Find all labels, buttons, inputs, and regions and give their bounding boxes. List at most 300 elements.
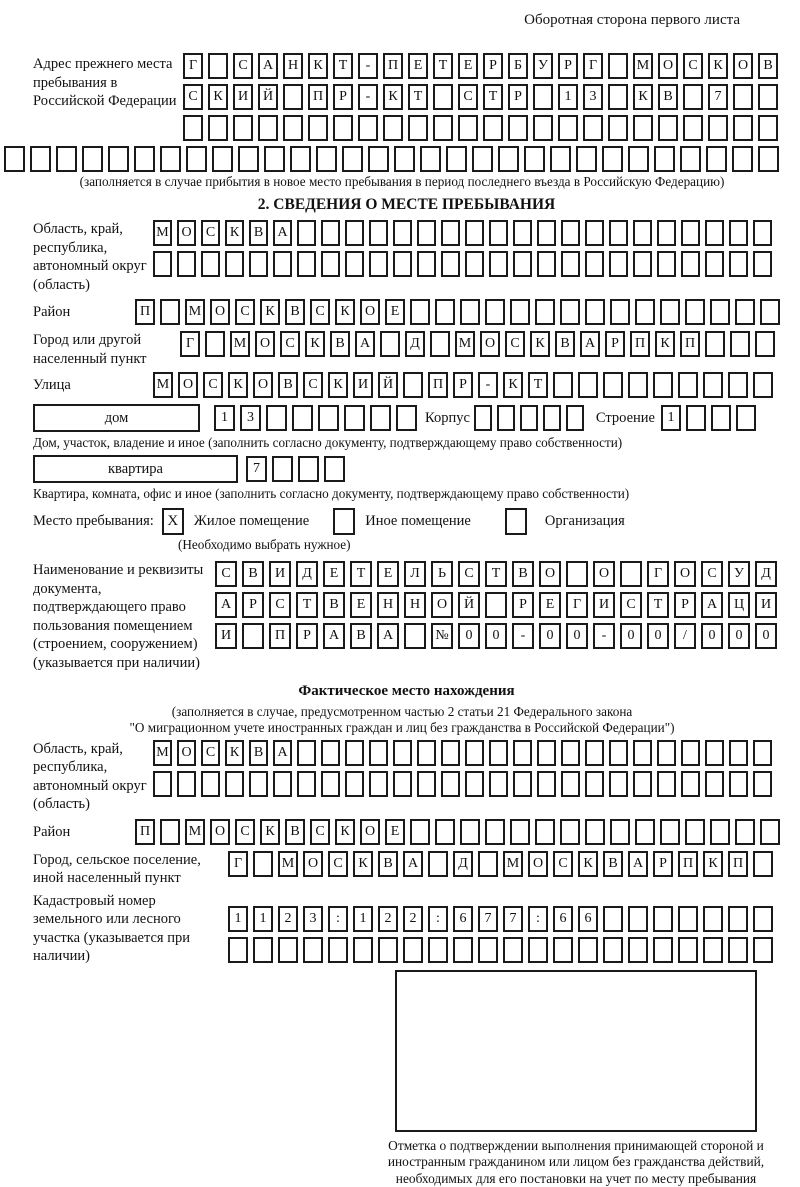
char-cell[interactable] [489,220,508,246]
char-cell[interactable] [485,299,505,325]
char-cell[interactable] [583,115,603,141]
char-cell[interactable] [369,740,388,766]
char-cell[interactable] [324,456,345,482]
char-cell[interactable]: Т [485,561,507,587]
char-cell[interactable] [298,456,319,482]
char-cell[interactable]: О [177,740,196,766]
char-cell[interactable] [283,84,303,110]
char-cell[interactable] [730,331,750,357]
char-cell[interactable] [729,220,748,246]
char-cell[interactable] [441,220,460,246]
char-cell[interactable] [654,146,675,172]
char-cell[interactable]: С [683,53,703,79]
char-cell[interactable]: О [360,819,380,845]
char-cell[interactable] [435,299,455,325]
char-cell[interactable]: Е [408,53,428,79]
char-cell[interactable] [628,937,648,963]
char-cell[interactable] [290,146,311,172]
char-cell[interactable] [513,771,532,797]
char-cell[interactable] [242,623,264,649]
char-cell[interactable] [608,84,628,110]
char-cell[interactable] [681,251,700,277]
char-cell[interactable]: Г [180,331,200,357]
char-cell[interactable] [428,937,448,963]
char-cell[interactable]: С [201,220,220,246]
char-cell[interactable]: О [255,331,275,357]
char-cell[interactable]: К [328,372,348,398]
char-cell[interactable] [380,331,400,357]
char-cell[interactable] [550,146,571,172]
char-cell[interactable] [208,53,228,79]
char-cell[interactable] [441,251,460,277]
char-cell[interactable] [681,220,700,246]
char-cell[interactable]: О [210,299,230,325]
char-cell[interactable] [297,251,316,277]
char-cell[interactable] [297,771,316,797]
char-cell[interactable] [417,740,436,766]
char-cell[interactable]: О [480,331,500,357]
char-cell[interactable] [633,740,652,766]
char-cell[interactable]: О [431,592,453,618]
char-cell[interactable]: И [593,592,615,618]
char-cell[interactable] [560,819,580,845]
char-cell[interactable]: 1 [353,906,373,932]
char-cell[interactable]: П [135,299,155,325]
char-cell[interactable] [208,115,228,141]
char-cell[interactable] [316,146,337,172]
char-cell[interactable] [560,299,580,325]
checkbox-residential[interactable]: X [162,508,184,535]
char-cell[interactable]: А [580,331,600,357]
char-cell[interactable]: У [728,561,750,587]
char-cell[interactable] [489,771,508,797]
char-cell[interactable] [729,740,748,766]
char-cell[interactable] [497,405,515,431]
char-cell[interactable]: Р [605,331,625,357]
char-cell[interactable] [153,771,172,797]
char-cell[interactable]: А [628,851,648,877]
char-cell[interactable]: К [208,84,228,110]
char-cell[interactable] [535,299,555,325]
char-cell[interactable]: / [674,623,696,649]
char-cell[interactable]: Т [408,84,428,110]
char-cell[interactable]: Р [453,372,473,398]
char-cell[interactable] [393,220,412,246]
char-cell[interactable] [561,220,580,246]
char-cell[interactable] [510,299,530,325]
char-cell[interactable]: О [658,53,678,79]
char-cell[interactable] [474,405,492,431]
char-cell[interactable]: 0 [566,623,588,649]
char-cell[interactable] [508,115,528,141]
char-cell[interactable] [708,115,728,141]
char-cell[interactable] [134,146,155,172]
char-cell[interactable] [753,372,773,398]
char-cell[interactable] [212,146,233,172]
char-cell[interactable] [705,331,725,357]
char-cell[interactable]: М [503,851,523,877]
char-cell[interactable] [403,372,423,398]
char-cell[interactable]: Р [653,851,673,877]
char-cell[interactable] [465,220,484,246]
char-cell[interactable]: М [153,740,172,766]
char-cell[interactable] [628,906,648,932]
char-cell[interactable]: В [249,740,268,766]
char-cell[interactable] [249,771,268,797]
char-cell[interactable]: П [308,84,328,110]
char-cell[interactable] [177,251,196,277]
char-cell[interactable] [465,251,484,277]
house-row[interactable] [214,405,417,431]
char-cell[interactable]: Й [378,372,398,398]
char-cell[interactable]: К [260,819,280,845]
char-cell[interactable]: С [620,592,642,618]
char-cell[interactable] [758,115,778,141]
char-cell[interactable] [585,819,605,845]
char-cell[interactable]: 2 [278,906,298,932]
char-cell[interactable]: А [355,331,375,357]
char-cell[interactable]: П [428,372,448,398]
char-cell[interactable]: П [135,819,155,845]
char-cell[interactable]: 1 [558,84,578,110]
char-cell[interactable] [201,771,220,797]
char-cell[interactable]: С [233,53,253,79]
char-cell[interactable] [653,372,673,398]
char-cell[interactable] [658,115,678,141]
char-cell[interactable] [160,819,180,845]
char-cell[interactable] [657,220,676,246]
char-cell[interactable]: О [733,53,753,79]
char-cell[interactable] [732,146,753,172]
char-cell[interactable] [685,819,705,845]
char-cell[interactable]: Т [433,53,453,79]
char-cell[interactable] [635,819,655,845]
char-cell[interactable]: Т [528,372,548,398]
char-cell[interactable] [430,331,450,357]
char-cell[interactable] [108,146,129,172]
char-cell[interactable] [578,937,598,963]
char-cell[interactable]: 1 [661,405,681,431]
char-cell[interactable] [657,251,676,277]
char-cell[interactable]: С [203,372,223,398]
char-cell[interactable] [753,251,772,277]
char-cell[interactable]: 1 [228,906,248,932]
char-cell[interactable] [410,299,430,325]
char-cell[interactable] [653,937,673,963]
char-cell[interactable] [498,146,519,172]
char-cell[interactable] [253,937,273,963]
char-cell[interactable] [4,146,25,172]
char-cell[interactable]: К [530,331,550,357]
char-cell[interactable]: Е [350,592,372,618]
char-cell[interactable]: В [278,372,298,398]
char-cell[interactable] [345,251,364,277]
char-cell[interactable] [703,372,723,398]
char-cell[interactable]: О [528,851,548,877]
char-cell[interactable]: : [528,906,548,932]
char-cell[interactable] [465,740,484,766]
char-cell[interactable] [561,740,580,766]
char-cell[interactable]: 7 [478,906,498,932]
char-cell[interactable] [292,405,313,431]
char-cell[interactable] [446,146,467,172]
char-cell[interactable] [297,740,316,766]
char-cell[interactable]: О [593,561,615,587]
char-cell[interactable]: Р [333,84,353,110]
char-cell[interactable] [609,251,628,277]
char-cell[interactable] [683,115,703,141]
char-cell[interactable]: О [539,561,561,587]
char-cell[interactable] [333,115,353,141]
char-cell[interactable] [686,405,706,431]
char-cell[interactable]: В [512,561,534,587]
char-cell[interactable] [657,740,676,766]
char-cell[interactable]: В [242,561,264,587]
char-cell[interactable] [489,740,508,766]
char-cell[interactable] [435,819,455,845]
char-cell[interactable]: О [360,299,380,325]
char-cell[interactable] [537,771,556,797]
char-cell[interactable] [729,771,748,797]
char-cell[interactable] [345,220,364,246]
char-cell[interactable] [321,771,340,797]
char-cell[interactable] [680,146,701,172]
char-cell[interactable] [345,740,364,766]
char-cell[interactable] [160,146,181,172]
char-cell[interactable]: В [249,220,268,246]
char-cell[interactable] [576,146,597,172]
char-cell[interactable] [417,251,436,277]
char-cell[interactable] [396,405,417,431]
char-cell[interactable]: А [403,851,423,877]
char-cell[interactable] [753,740,772,766]
char-cell[interactable] [205,331,225,357]
char-cell[interactable]: О [674,561,696,587]
char-cell[interactable] [660,299,680,325]
char-cell[interactable] [485,592,507,618]
char-cell[interactable] [458,115,478,141]
char-cell[interactable]: М [153,220,172,246]
char-cell[interactable]: Е [458,53,478,79]
char-cell[interactable]: - [512,623,534,649]
char-cell[interactable]: Н [283,53,303,79]
char-cell[interactable] [578,372,598,398]
char-cell[interactable]: 0 [620,623,642,649]
char-cell[interactable] [633,115,653,141]
char-cell[interactable]: 2 [378,906,398,932]
char-cell[interactable]: Д [755,561,777,587]
char-cell[interactable]: С [328,851,348,877]
char-cell[interactable] [633,771,652,797]
char-cell[interactable]: М [633,53,653,79]
char-cell[interactable]: С [215,561,237,587]
char-cell[interactable]: К [308,53,328,79]
char-cell[interactable] [533,84,553,110]
char-cell[interactable]: С [458,84,478,110]
char-cell[interactable] [703,906,723,932]
char-cell[interactable] [755,331,775,357]
char-cell[interactable]: С [201,740,220,766]
char-cell[interactable]: О [303,851,323,877]
char-cell[interactable]: К [708,53,728,79]
char-cell[interactable]: В [658,84,678,110]
char-cell[interactable]: 0 [728,623,750,649]
char-cell[interactable] [225,251,244,277]
char-cell[interactable]: С [505,331,525,357]
char-cell[interactable] [609,220,628,246]
char-cell[interactable]: 0 [647,623,669,649]
char-cell[interactable]: 3 [303,906,323,932]
char-cell[interactable] [321,220,340,246]
char-cell[interactable]: Й [458,592,480,618]
char-cell[interactable] [403,937,423,963]
char-cell[interactable] [711,405,731,431]
char-cell[interactable]: М [153,372,173,398]
char-cell[interactable]: А [273,220,292,246]
char-cell[interactable]: Г [228,851,248,877]
char-cell[interactable] [760,819,780,845]
char-cell[interactable] [273,771,292,797]
char-cell[interactable]: Т [350,561,372,587]
char-cell[interactable]: О [177,220,196,246]
char-cell[interactable] [705,251,724,277]
char-cell[interactable]: С [701,561,723,587]
char-cell[interactable]: 3 [240,405,261,431]
char-cell[interactable] [503,937,523,963]
char-cell[interactable] [609,740,628,766]
char-cell[interactable] [489,251,508,277]
char-cell[interactable]: В [323,592,345,618]
char-cell[interactable] [297,220,316,246]
char-cell[interactable]: И [233,84,253,110]
char-cell[interactable] [524,146,545,172]
char-cell[interactable] [603,906,623,932]
char-cell[interactable] [368,146,389,172]
char-cell[interactable]: С [269,592,291,618]
char-cell[interactable] [249,251,268,277]
char-cell[interactable]: П [678,851,698,877]
char-cell[interactable] [428,851,448,877]
char-cell[interactable] [758,146,779,172]
char-cell[interactable] [345,771,364,797]
char-cell[interactable] [253,851,273,877]
char-cell[interactable] [228,937,248,963]
char-cell[interactable] [610,819,630,845]
char-cell[interactable]: П [680,331,700,357]
char-cell[interactable]: Д [296,561,318,587]
char-cell[interactable] [82,146,103,172]
char-cell[interactable] [753,937,773,963]
char-cell[interactable] [393,251,412,277]
char-cell[interactable]: С [235,299,255,325]
char-cell[interactable] [528,937,548,963]
char-cell[interactable]: П [383,53,403,79]
char-cell[interactable]: Н [404,592,426,618]
char-cell[interactable]: В [330,331,350,357]
char-cell[interactable] [358,115,378,141]
char-cell[interactable] [728,372,748,398]
char-cell[interactable]: М [230,331,250,357]
char-cell[interactable]: В [350,623,372,649]
char-cell[interactable]: К [305,331,325,357]
char-cell[interactable]: К [703,851,723,877]
char-cell[interactable]: Н [377,592,399,618]
char-cell[interactable] [678,937,698,963]
char-cell[interactable] [760,299,780,325]
char-cell[interactable]: Д [453,851,473,877]
char-cell[interactable] [258,115,278,141]
char-cell[interactable]: Р [558,53,578,79]
char-cell[interactable]: И [269,561,291,587]
char-cell[interactable]: : [328,906,348,932]
char-cell[interactable] [729,251,748,277]
char-cell[interactable] [30,146,51,172]
char-cell[interactable] [628,146,649,172]
char-cell[interactable] [602,146,623,172]
char-cell[interactable]: - [478,372,498,398]
char-cell[interactable] [273,251,292,277]
char-cell[interactable] [233,115,253,141]
char-cell[interactable]: А [323,623,345,649]
char-cell[interactable] [318,405,339,431]
char-cell[interactable]: М [185,819,205,845]
checkbox-organization[interactable] [505,508,527,535]
char-cell[interactable] [558,115,578,141]
char-cell[interactable]: О [178,372,198,398]
char-cell[interactable] [520,405,538,431]
char-cell[interactable]: Е [385,299,405,325]
char-cell[interactable] [566,405,584,431]
char-cell[interactable] [510,819,530,845]
char-cell[interactable] [460,819,480,845]
char-cell[interactable]: В [555,331,575,357]
char-cell[interactable]: И [215,623,237,649]
char-cell[interactable] [417,771,436,797]
char-cell[interactable]: В [285,819,305,845]
char-cell[interactable]: В [758,53,778,79]
char-cell[interactable] [735,819,755,845]
char-cell[interactable]: К [503,372,523,398]
char-cell[interactable] [369,251,388,277]
char-cell[interactable]: 0 [458,623,480,649]
char-cell[interactable]: С [183,84,203,110]
char-cell[interactable]: К [228,372,248,398]
char-cell[interactable] [513,251,532,277]
char-cell[interactable]: Т [483,84,503,110]
char-cell[interactable] [408,115,428,141]
char-cell[interactable] [370,405,391,431]
char-cell[interactable]: Г [583,53,603,79]
char-cell[interactable]: К [353,851,373,877]
char-cell[interactable] [635,299,655,325]
char-cell[interactable]: Г [566,592,588,618]
char-cell[interactable]: С [553,851,573,877]
char-cell[interactable] [453,937,473,963]
char-cell[interactable] [160,299,180,325]
char-cell[interactable] [308,115,328,141]
char-cell[interactable] [585,220,604,246]
char-cell[interactable]: Т [333,53,353,79]
char-cell[interactable]: П [728,851,748,877]
char-cell[interactable] [736,405,756,431]
char-cell[interactable]: К [655,331,675,357]
char-cell[interactable]: М [455,331,475,357]
char-cell[interactable] [603,372,623,398]
char-cell[interactable]: Л [404,561,426,587]
char-cell[interactable]: А [701,592,723,618]
char-cell[interactable] [553,372,573,398]
char-cell[interactable]: К [578,851,598,877]
